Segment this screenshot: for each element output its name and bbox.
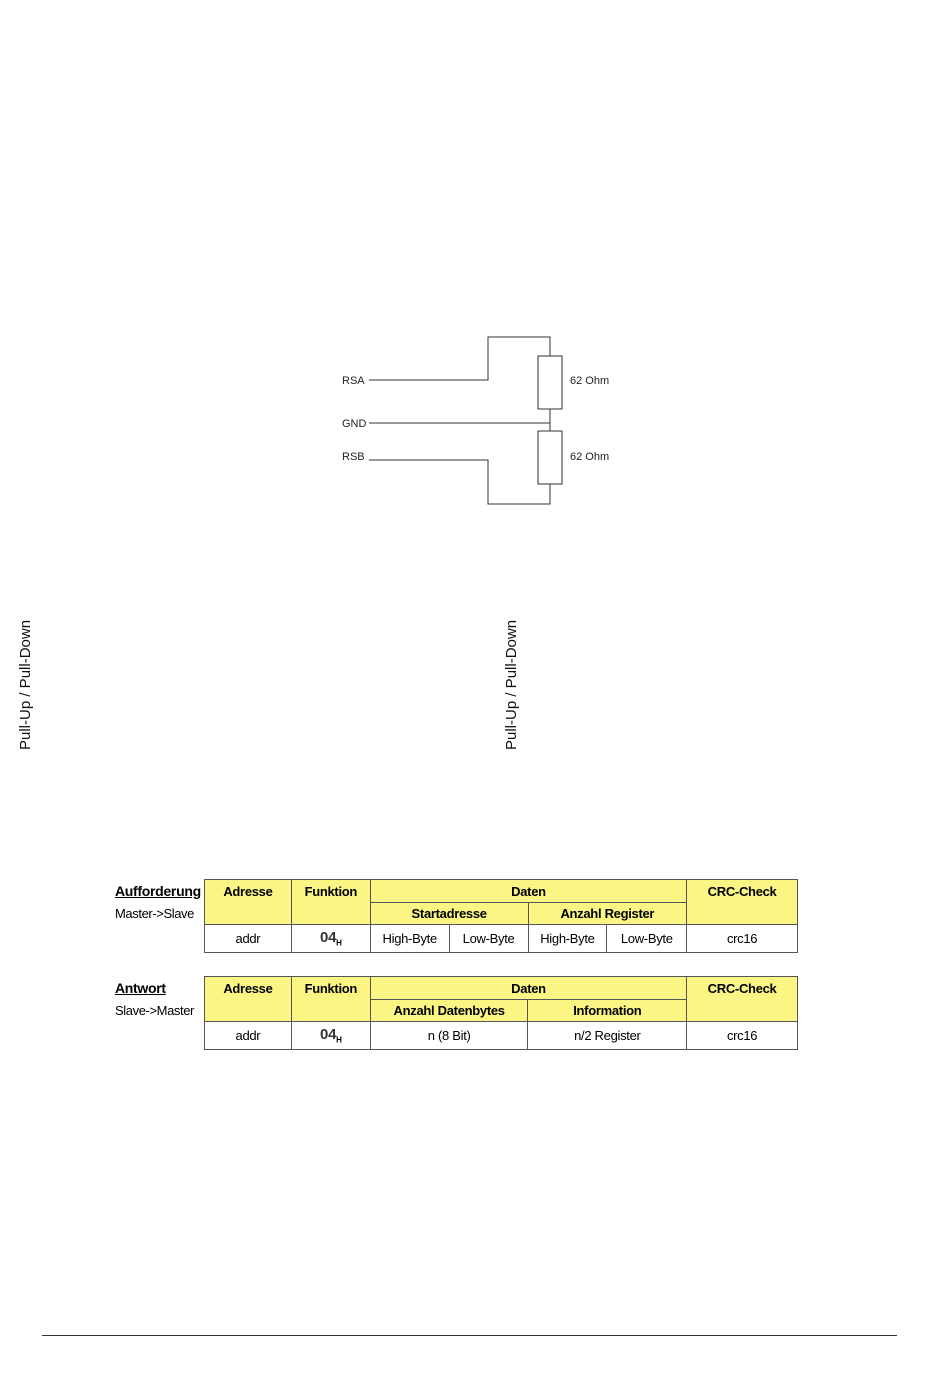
request-title: Aufforderung	[115, 883, 201, 899]
request-table	[204, 879, 798, 953]
function-code-suffix: H	[336, 1035, 342, 1045]
function-code: 04	[320, 1026, 337, 1044]
rsa-wire	[369, 337, 550, 380]
cell-information: n/2 Register	[528, 1022, 687, 1050]
resistor-top-value: 62 Ohm	[570, 375, 610, 387]
col-funktion: Funktion	[291, 880, 370, 925]
col-adresse: Adresse	[205, 977, 292, 1022]
resistor-top	[538, 356, 562, 409]
side-label-right: Pull-Up / Pull-Down	[503, 619, 520, 750]
rsa-label: RSA	[342, 375, 365, 387]
sub-anzahl-datenbytes: Anzahl Datenbytes	[370, 1000, 528, 1022]
footer-divider	[42, 1335, 897, 1336]
col-daten: Daten	[370, 880, 686, 903]
gnd-label: GND	[342, 418, 367, 430]
cell-start-high: High-Byte	[370, 925, 449, 953]
side-label-left: Pull-Up / Pull-Down	[17, 619, 34, 750]
cell-funktion	[291, 1022, 370, 1050]
cell-addr: addr	[205, 925, 292, 953]
cell-count-low: Low-Byte	[607, 925, 687, 953]
sub-information: Information	[528, 1000, 687, 1022]
cell-start-low: Low-Byte	[449, 925, 528, 953]
rsb-label: RSB	[342, 451, 365, 463]
resistor-bottom-value: 62 Ohm	[570, 451, 610, 463]
response-subtitle: Slave->Master	[115, 1003, 194, 1018]
cell-crc: crc16	[687, 925, 798, 953]
col-crc: CRC-Check	[687, 880, 798, 925]
function-code-suffix: H	[336, 938, 342, 948]
rsb-wire	[369, 460, 550, 504]
sub-startadresse: Startadresse	[370, 903, 528, 925]
cell-count-high: High-Byte	[528, 925, 607, 953]
function-code: 04	[320, 929, 337, 947]
request-subtitle: Master->Slave	[115, 906, 194, 921]
cell-addr: addr	[205, 1022, 292, 1050]
col-daten: Daten	[370, 977, 686, 1000]
cell-crc: crc16	[687, 1022, 798, 1050]
col-funktion: Funktion	[291, 977, 370, 1022]
sub-anzahl-register: Anzahl Register	[528, 903, 687, 925]
termination-circuit-diagram	[0, 0, 950, 560]
resistor-bottom	[538, 431, 562, 484]
response-table	[204, 976, 798, 1050]
response-title: Antwort	[115, 980, 166, 996]
col-adresse: Adresse	[205, 880, 292, 925]
col-crc: CRC-Check	[687, 977, 798, 1022]
cell-byte-count: n (8 Bit)	[370, 1022, 528, 1050]
cell-funktion	[291, 925, 370, 953]
